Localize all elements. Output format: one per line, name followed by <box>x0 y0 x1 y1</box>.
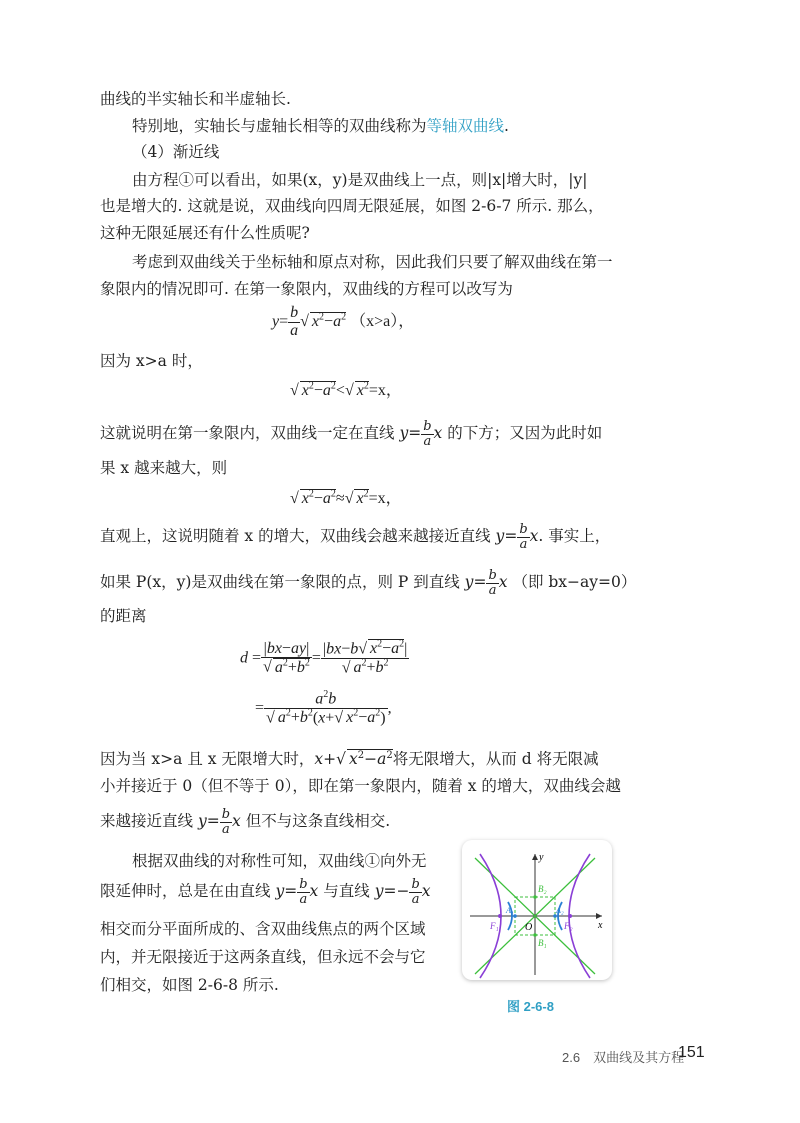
text: 事实上， <box>548 527 611 546</box>
text-line-11: 果 x 越来越大，则 <box>100 459 228 477</box>
text-line-15: 因为当 x>a 且 x 无限增大时，x+√ $x^2-a^2$将无限增大，从而 d 将无限减 <box>100 750 599 769</box>
text-line-6: 这种无限延展还有什么性质呢? <box>100 224 310 242</box>
label-b2: B₂ <box>538 884 547 894</box>
label-f1: F₁ <box>490 921 499 931</box>
formula-inequality: √ $x^2-a^2<√$ $x^2=x$， <box>290 380 402 399</box>
text: 直观上，这说明随着 x 的增大，双曲线会越来越接近直线 <box>100 527 491 546</box>
text: 将无限增大，从而 d 将无限减 <box>392 750 599 769</box>
text: 限延伸时，总是在由直线 <box>100 882 271 901</box>
vertex-a1-point <box>513 914 517 918</box>
tail: =x， <box>368 382 402 399</box>
label-origin: O <box>525 922 533 933</box>
text: 特别地，实轴长与虚轴长相等的双曲线称为 <box>132 117 427 135</box>
formula-approx: √ $x^2-a^2\approx√$ $x^2=x$， <box>290 488 402 507</box>
text: （即 bx−ay=0） <box>512 573 637 592</box>
term-equiaxial-hyperbola: 等轴双曲线 <box>426 117 505 135</box>
text-line-22: 们相交，如图 2-6-8 所示. <box>100 976 279 994</box>
formula-first-quadrant: y= $\frac{b}{a}$ √ $x^2-a^2$ （x>a）， <box>272 304 415 339</box>
tail: =x， <box>368 490 402 507</box>
page-number: 151 <box>678 1044 705 1061</box>
label-a1: A₁ <box>506 906 514 915</box>
text-line-14: 的距离 <box>100 607 147 625</box>
section-heading-asymptote: （4）渐近线 <box>132 143 220 161</box>
condition: （x>a）， <box>350 312 415 330</box>
text-line-20: 相交而分平面所成的、含双曲线焦点的两个区域 <box>100 920 426 938</box>
text-line-9: 因为 x>a 时， <box>100 352 203 370</box>
text: 但不与这条直线相交. <box>245 812 391 831</box>
text: 这就说明在第一象限内，双曲线一定在直线 <box>100 424 395 443</box>
text-line-4: 由方程①可以看出，如果(x，y)是双曲线上一点，则|x|增大时，|y| <box>132 171 588 189</box>
footer-section-title: 2.6 双曲线及其方程 <box>562 1050 685 1065</box>
text: 与直线 <box>323 882 370 901</box>
label-x: x <box>598 920 603 931</box>
label-f2: F₂ <box>564 921 573 931</box>
point-b2 <box>533 895 537 899</box>
label-y: y <box>539 852 544 863</box>
formula-distance-2: = $\frac{a^2b}{√ a^2+b^2(x+√ x^2-a^2)}$ , <box>255 689 392 727</box>
focus-f1-point <box>498 914 502 918</box>
focus-f2-point <box>568 914 572 918</box>
x-axis-arrow-icon <box>596 913 602 919</box>
text-line-7: 考虑到双曲线关于坐标轴和原点对称，因此我们只要了解双曲线在第一 <box>132 253 613 271</box>
text: 因为当 x>a 且 x 无限增大时， <box>100 750 315 769</box>
text-line-21: 内，并无限接近于这两条直线，但永远不会与它 <box>100 948 426 966</box>
text: . <box>504 117 509 135</box>
text-line-19: 限延伸时，总是在由直线 y= $\frac{b}{a}$ x 与直线 y=− $\frac{b}{a}$ x <box>100 877 431 907</box>
figure-caption: 图 2-6-8 <box>507 999 554 1014</box>
text-line-1: 曲线的半实轴长和半虚轴长. <box>100 90 291 108</box>
text-line-17: 来越接近直线 y= $\frac{b}{a}$ x 但不与这条直线相交. <box>100 807 391 837</box>
figure-hyperbola <box>462 840 612 980</box>
text-line-2 <box>132 115 509 137</box>
text-line-13: 如果 P(x，y)是双曲线在第一象限的点，则 P 到直线 y= $\frac{b}{a}$ x （即 bx−ay=0） <box>100 568 637 598</box>
point-b1 <box>533 933 537 937</box>
text-line-18: 根据双曲线的对称性可知，双曲线①向外无 <box>132 852 427 870</box>
y-axis-arrow-icon <box>532 854 538 860</box>
text: 如果 P(x，y)是双曲线在第一象限的点，则 P 到直线 <box>100 573 460 592</box>
text-line-10: 这就说明在第一象限内，双曲线一定在直线 y= $\frac{b}{a}$ x 的下方；又因为此时如 <box>100 419 603 449</box>
formula-distance-1: d = $\frac{|bx-ay|}{√ a^2+b^2}$ = $\frac{|bx-b√ x^2-a^2|}{√ a^2+b^2}$ <box>240 639 408 677</box>
label-b1: B₁ <box>538 938 547 948</box>
hyperbola-diagram <box>462 840 612 980</box>
text: 的下方；又因为此时如 <box>447 424 603 443</box>
text-line-8: 象限内的情况即可. 在第一象限内，双曲线的方程可以改写为 <box>100 280 513 298</box>
text-line-16: 小并接近于 0（但不等于 0），即在第一象限内，随着 x 的增大，双曲线会越 <box>100 777 621 795</box>
text-line-5: 也是增大的. 这就是说，双曲线向四周无限延展，如图 2-6-7 所示. 那么， <box>100 197 604 215</box>
text: 来越接近直线 <box>100 812 194 831</box>
label-a2: A₂ <box>556 906 564 915</box>
text-line-12: 直观上，这说明随着 x 的增大，双曲线会越来越接近直线 y= $\frac{b}{a}$ x. 事实上， <box>100 522 611 552</box>
